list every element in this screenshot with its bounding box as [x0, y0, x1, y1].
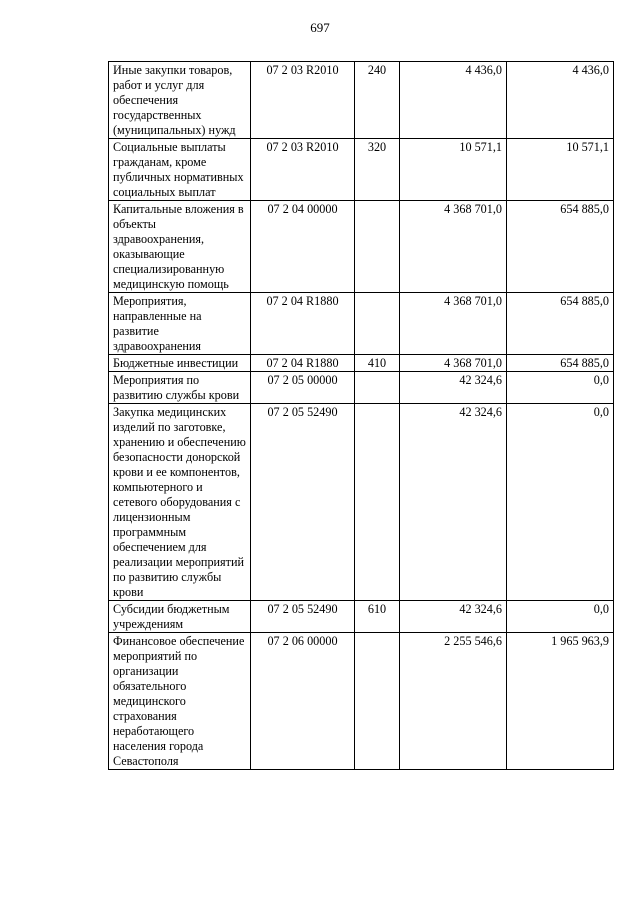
- row-sum1-cell: 4 368 701,0: [400, 293, 507, 355]
- row-name-cell: Мероприятия, направленные на развитие здравоохранения: [109, 293, 251, 355]
- row-csr-cell: 07 2 05 52490: [251, 404, 355, 601]
- row-sum2-cell: 654 885,0: [507, 201, 614, 293]
- row-csr-cell: 07 2 03 R2010: [251, 139, 355, 201]
- row-sum2-cell: 10 571,1: [507, 139, 614, 201]
- row-sum1-cell: 2 255 546,6: [400, 633, 507, 770]
- row-csr-cell: 07 2 04 R1880: [251, 293, 355, 355]
- row-sum2-cell: 0,0: [507, 404, 614, 601]
- row-sum2-cell: 0,0: [507, 372, 614, 404]
- row-name-cell: Мероприятия по развитию службы крови: [109, 372, 251, 404]
- row-sum1-cell: 10 571,1: [400, 139, 507, 201]
- row-sum1-cell: 4 368 701,0: [400, 201, 507, 293]
- row-csr-cell: 07 2 04 R1880: [251, 355, 355, 372]
- row-vr-cell: 240: [355, 62, 400, 139]
- row-sum1-cell: 42 324,6: [400, 404, 507, 601]
- row-vr-cell: 610: [355, 601, 400, 633]
- page-number: 697: [310, 20, 330, 35]
- row-csr-cell: 07 2 03 R2010: [251, 62, 355, 139]
- table-row: [109, 372, 614, 404]
- row-csr-cell: 07 2 04 00000: [251, 201, 355, 293]
- row-sum2-cell: 0,0: [507, 601, 614, 633]
- row-vr-cell: 320: [355, 139, 400, 201]
- row-sum1-cell: 42 324,6: [400, 372, 507, 404]
- budget-table: [108, 61, 614, 770]
- table-row: [109, 355, 614, 372]
- row-name-cell: Иные закупки товаров, работ и услуг для обеспечения государственных (муниципальных) нужд: [109, 62, 251, 139]
- row-sum1-cell: 4 436,0: [400, 62, 507, 139]
- row-sum1-cell: 42 324,6: [400, 601, 507, 633]
- row-name-cell: Бюджетные инвестиции: [109, 355, 251, 372]
- row-name-cell: Субсидии бюджетным учреждениям: [109, 601, 251, 633]
- row-vr-cell: [355, 633, 400, 770]
- row-csr-cell: 07 2 06 00000: [251, 633, 355, 770]
- row-sum2-cell: 654 885,0: [507, 355, 614, 372]
- row-name-cell: Социальные выплаты гражданам, кроме публичных нормативных социальных выплат: [109, 139, 251, 201]
- table-row: [109, 601, 614, 633]
- table-row: [109, 633, 614, 770]
- row-vr-cell: [355, 201, 400, 293]
- table-row: [109, 293, 614, 355]
- table-row: [109, 201, 614, 293]
- table-row: [109, 139, 614, 201]
- row-name-cell: Капитальные вложения в объекты здравоохранения, оказывающие специализированную медицинскую помощь: [109, 201, 251, 293]
- row-sum2-cell: 654 885,0: [507, 293, 614, 355]
- row-sum2-cell: 1 965 963,9: [507, 633, 614, 770]
- table-row: [109, 62, 614, 139]
- row-csr-cell: 07 2 05 52490: [251, 601, 355, 633]
- row-vr-cell: [355, 372, 400, 404]
- row-vr-cell: [355, 293, 400, 355]
- table-row: [109, 404, 614, 601]
- row-sum1-cell: 4 368 701,0: [400, 355, 507, 372]
- row-name-cell: Финансовое обеспечение мероприятий по организации обязательного медицинского страхования неработающего населения города Севастополя: [109, 633, 251, 770]
- row-sum2-cell: 4 436,0: [507, 62, 614, 139]
- row-csr-cell: 07 2 05 00000: [251, 372, 355, 404]
- row-vr-cell: [355, 404, 400, 601]
- row-vr-cell: 410: [355, 355, 400, 372]
- row-name-cell: Закупка медицинских изделий по заготовке, хранению и обеспечению безопасности донорской крови и ее компонентов, компьютерного и сетевого оборудования с лицензионным программным обеспечением для реализации мероприятий по развитию службы крови: [109, 404, 251, 601]
